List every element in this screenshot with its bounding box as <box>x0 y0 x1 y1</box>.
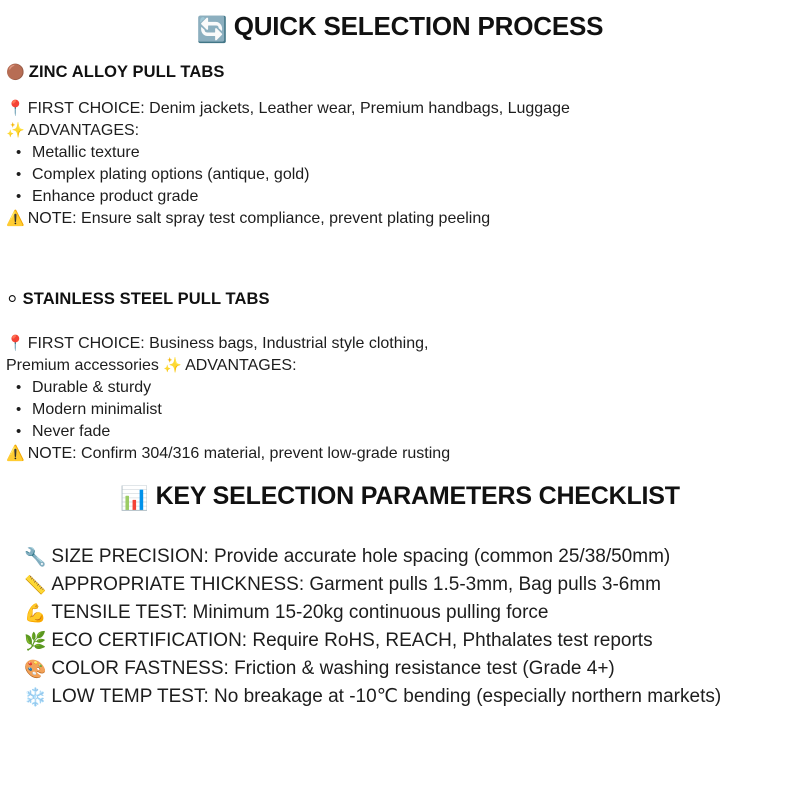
first-choice-line <box>6 98 794 120</box>
advantages-label-text: ADVANTAGES: <box>185 357 297 374</box>
list-item: • Metallic texture <box>6 142 794 164</box>
note-line <box>6 443 794 465</box>
warning-icon: ⚠️ <box>6 445 25 462</box>
checklist-list <box>0 543 800 711</box>
checklist-title <box>0 479 800 515</box>
note-text: NOTE: Confirm 304/316 material, prevent low-grade rusting <box>27 445 451 462</box>
flexed-biceps-icon: 💪 <box>24 603 47 623</box>
advantages-label-line <box>6 120 794 142</box>
checklist-item <box>24 683 780 711</box>
list-item: • Durable & sturdy <box>6 377 794 399</box>
checklist-item <box>24 571 780 599</box>
sparkles-icon: ✨ <box>163 357 183 374</box>
checklist-item <box>24 655 780 683</box>
first-choice-text: FIRST CHOICE: Business bags, Industrial style clothing, Premium accessories <box>6 335 429 374</box>
note-line <box>6 208 794 230</box>
advantages-list <box>6 377 794 443</box>
section-stainless-steel-pull-tabs <box>0 288 800 465</box>
page-title <box>0 0 800 47</box>
note-text: NOTE: Ensure salt spray test compliance, prevent plating peeling <box>27 210 491 227</box>
list-item: • Never fade <box>6 421 794 443</box>
white-circle-icon: ⚪ <box>6 291 19 308</box>
wrench-icon: 🔧 <box>24 547 47 567</box>
warning-icon: ⚠️ <box>6 210 25 227</box>
pin-icon: 📍 <box>6 100 25 117</box>
list-item: • Enhance product grade <box>6 186 794 208</box>
checklist-item-text: ECO CERTIFICATION: Require RoHS, REACH, Phthalates test reports <box>51 630 653 651</box>
section-heading <box>6 61 794 84</box>
section-heading-text: STAINLESS STEEL PULL TABS <box>22 290 270 308</box>
list-item: • Modern minimalist <box>6 399 794 421</box>
checklist-item <box>24 627 780 655</box>
checklist-item-text: APPROPRIATE THICKNESS: Garment pulls 1.5-3mm, Bag pulls 3-6mm <box>51 574 662 595</box>
checklist-item <box>24 543 780 571</box>
sparkles-icon: ✨ <box>6 122 25 139</box>
palette-icon: 🎨 <box>24 659 47 679</box>
ruler-icon: 📏 <box>24 575 47 595</box>
page-title-text: QUICK SELECTION PROCESS <box>233 11 604 41</box>
checklist-item-text: TENSILE TEST: Minimum 15-20kg continuous pulling force <box>51 602 549 623</box>
advantages-list <box>6 142 794 208</box>
first-choice-line <box>6 333 476 377</box>
checklist-title-text: KEY SELECTION PARAMETERS CHECKLIST <box>155 482 680 510</box>
snowflake-icon: ❄️ <box>24 687 47 707</box>
section-zinc-alloy-pull-tabs <box>0 61 800 230</box>
section-heading-text: ZINC ALLOY PULL TABS <box>28 63 225 81</box>
advantages-label-text: ADVANTAGES: <box>27 122 140 139</box>
checklist-item-text: SIZE PRECISION: Provide accurate hole spacing (common 25/38/50mm) <box>51 546 671 567</box>
refresh-arrows-icon: 🔄 <box>196 16 228 44</box>
section-heading <box>6 288 794 311</box>
first-choice-text: FIRST CHOICE: Denim jackets, Leather wear, Premium handbags, Luggage <box>27 100 570 117</box>
brown-circle-icon: 🟤 <box>6 64 25 81</box>
bar-chart-icon: 📊 <box>120 485 149 511</box>
checklist-item <box>24 599 780 627</box>
herb-icon: 🌿 <box>24 631 47 651</box>
checklist-item-text: COLOR FASTNESS: Friction & washing resistance test (Grade 4+) <box>51 658 615 679</box>
pin-icon: 📍 <box>6 335 25 352</box>
checklist-item-text: LOW TEMP TEST: No breakage at -10℃ bending (especially northern markets) <box>51 686 722 707</box>
list-item: • Complex plating options (antique, gold) <box>6 164 794 186</box>
